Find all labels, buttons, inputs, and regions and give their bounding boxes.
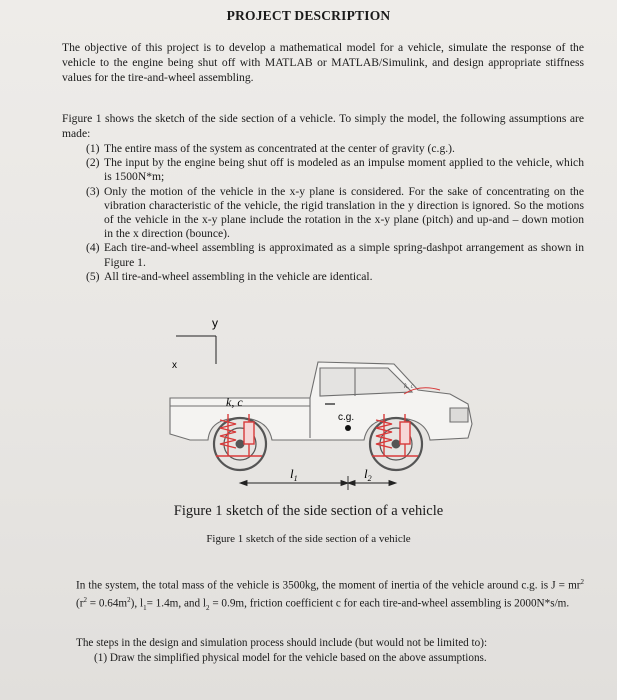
truck-body	[170, 362, 472, 440]
steps-intro-paragraph: The steps in the design and simulation process should include (but would not be limited to):	[76, 637, 488, 649]
assumption-item: (2) The input by the engine being shut off is modeled as an impulse moment applied to the vehicle, which is 1500N*m;	[86, 156, 584, 184]
objective-paragraph: The objective of this project is to develop a mathematical model for a vehicle, simulate the response of the vehicle to the engine being shut off with MATLAB or MATLAB/Simulink, and design appropriate stiffness values for the tire-and-wheel assembling.	[62, 41, 584, 84]
system-parameters-paragraph: In the system, the total mass of the vehicle is 3500kg, the moment of inertia of the vehicle around c.g. is $J = mr^2$ $(r^2 = 0.64m^2)$, $l_1= 1.4m$, and $l_2 = 0.9m$, friction coefficient c for each tire-and-wheel assembling is 2000N*s/m.	[76, 578, 584, 613]
cg-dot	[345, 425, 351, 431]
page-title: PROJECT DESCRIPTION	[226, 8, 391, 23]
x-axis-label: x	[172, 360, 177, 371]
right-spring-label: k, c	[404, 382, 414, 390]
assumption-item: (4) Each tire-and-wheel assembling is approximated as a simple spring-dashpot arrangement as shown in Figure 1.	[86, 241, 584, 269]
assumption-item: (1) The entire mass of the system as concentrated at the center of gravity (c.g.).	[86, 142, 455, 155]
figure-caption-large: Figure 1 sketch of the side section of a vehicle	[173, 503, 444, 519]
cg-label: c.g.	[338, 412, 355, 423]
dimension-line	[240, 476, 396, 490]
vehicle-sketch-figure	[150, 316, 490, 501]
step-item: (1) Draw the simplified physical model for the vehicle based on the above assumptions.	[94, 652, 487, 664]
y-axis-label: y	[212, 316, 218, 330]
assumptions-list	[86, 142, 584, 284]
l2-label: $l_2$	[364, 466, 372, 483]
left-spring-label: k, c	[226, 395, 243, 409]
l1-label: $l_1$	[290, 466, 298, 483]
coordinate-axes	[176, 336, 216, 364]
figure-intro-paragraph: Figure 1 shows the sketch of the side section of a vehicle. To simply the model, the following assumptions are made:	[62, 112, 584, 140]
assumption-item: (3) Only the motion of the vehicle in the x-y plane is considered. For the sake of concentrating on the vibration characteristic of the vehicle, the rigid translation in the y direction is ignored. So the motions of the vehicle in the x-y plane include the rotation in the x-y plane (pitch) and up-and – down motion in the x direction (bounce).	[86, 184, 584, 241]
figure-caption-small: Figure 1 sketch of the side section of a vehicle	[206, 533, 411, 545]
assumption-item: (5) All tire-and-wheel assembling in the vehicle are identical.	[86, 269, 373, 283]
